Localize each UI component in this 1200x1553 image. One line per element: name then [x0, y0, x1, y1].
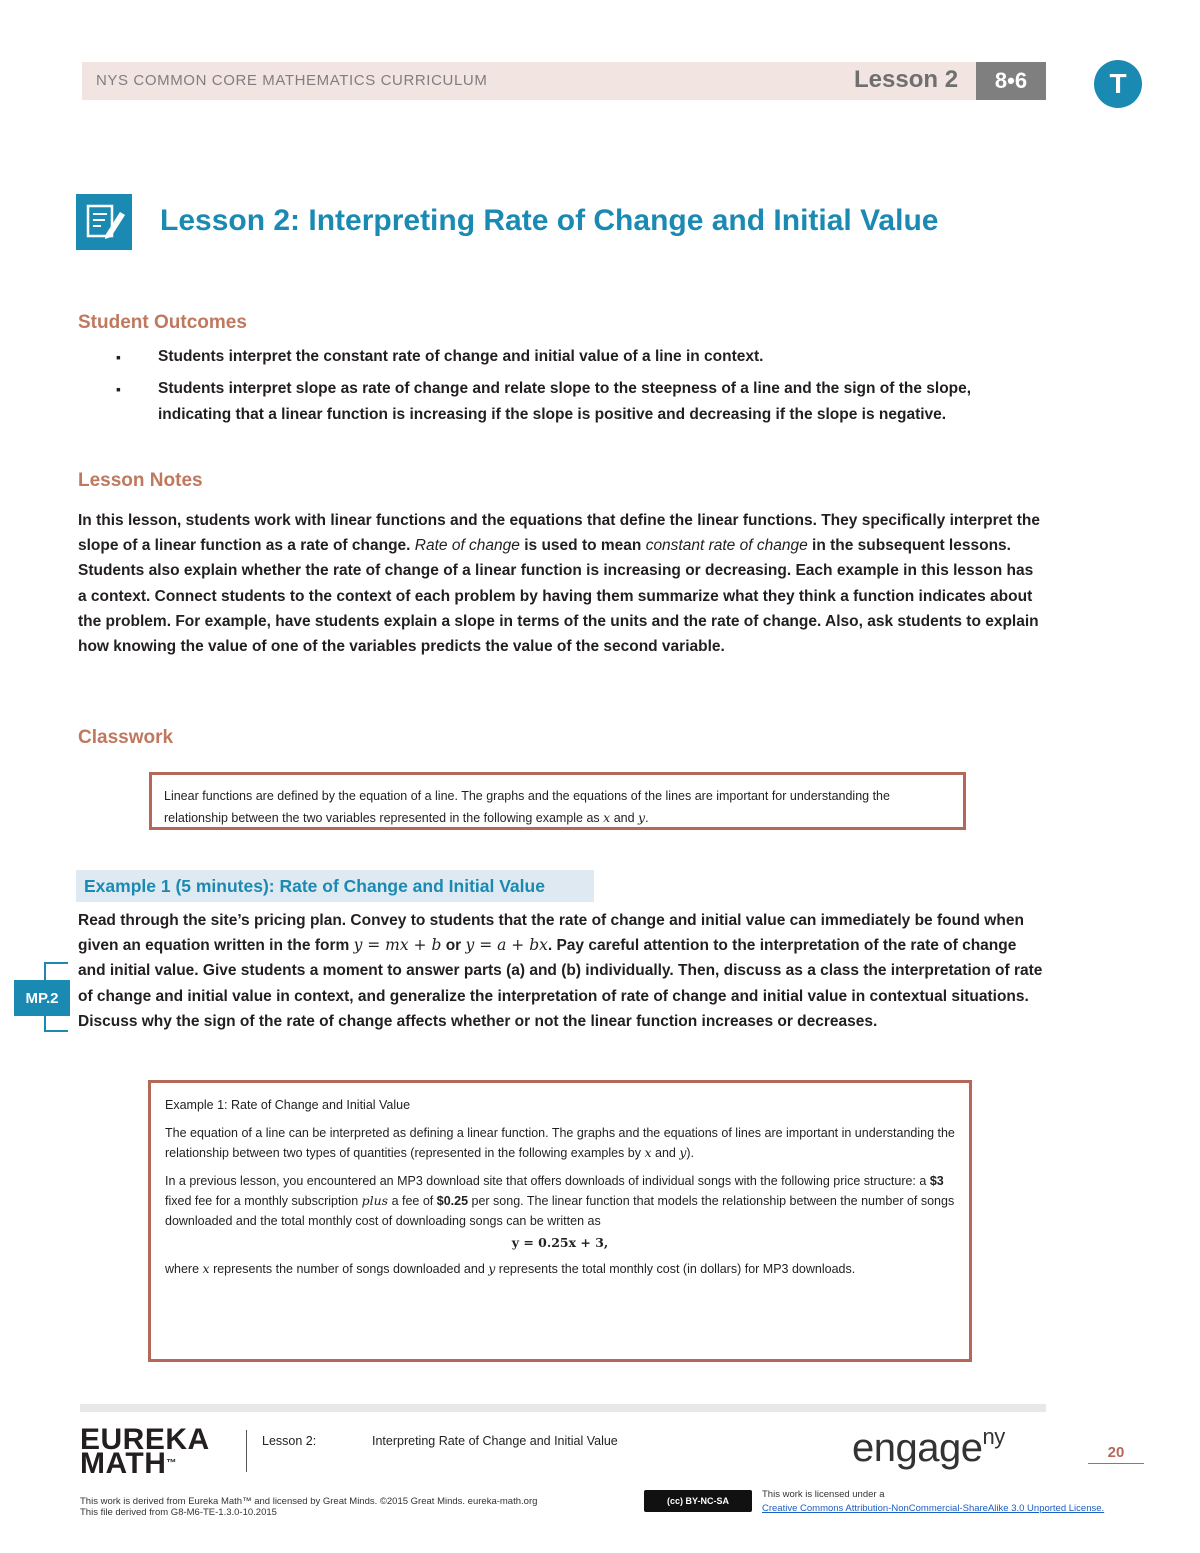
header-lesson: Lesson 2	[854, 66, 959, 93]
outcomes-list	[116, 344, 1046, 434]
credit-line-1: This work is derived from Eureka Math™ and licensed by Great Minds. ©2015 Great Minds. eureka-math.org	[80, 1496, 538, 1507]
mp-bracket-bottom	[44, 1030, 68, 1032]
mp-bracket-top	[44, 962, 68, 964]
example-1-teacher-notes: Read through the site’s pricing plan. Convey to students that the rate of change and initial value can immediately be found when given an equation written in the form y = mx + b or y = a + bx. Pay careful attention to the interpretation of the rate of change and initial value. Give students a moment to answer parts (a) and (b) individually. Then, discuss as a class the interpretation of rate of change and initial value in context, and generalize the interpretation of rate of change and initial value in contextual situations. Discuss why the sign of the rate of change affects whether or not the linear function increases or decreases.	[78, 912, 1043, 1030]
notepad-pencil-icon	[76, 194, 132, 250]
example-1-box	[148, 1080, 972, 1362]
example-box-paragraph-1: The equation of a line can be interpreted as defining a linear function. The graphs and the equations of lines are important in understanding the relationship between two types of quantities (represented in the following examples by x and y).	[165, 1126, 955, 1160]
footer-lesson: Lesson 2:	[262, 1434, 317, 1448]
license-link[interactable]: Creative Commons Attribution-NonCommercial-ShareAlike 3.0 Unported License.	[762, 1503, 1105, 1514]
lesson-title: Lesson 2: Interpreting Rate of Change and Initial Value	[160, 204, 939, 237]
teacher-badge: T	[1094, 60, 1142, 108]
example-box-paragraph-3: where x represents the number of songs downloaded and y represents the total monthly cost (in dollars) for MP3 downloads.	[165, 1261, 856, 1276]
example-box-equation: y = 0.25x + 3,	[511, 1235, 609, 1250]
example-box-title: Example 1: Rate of Change and Initial Value	[165, 1098, 411, 1112]
example-1-heading: Example 1 (5 minutes): Rate of Change and Initial Value	[76, 870, 594, 902]
grade-badge: 8•6	[976, 62, 1046, 100]
lesson-notes-text: In this lesson, students work with linear functions and the equations that define the linear functions. They specifically interpret the slope of a linear function as a rate of change. Rate of change is used to mean constant rate of change in the subsequent lessons. Students also explain whether the rate of change of a linear function is increasing or decreasing. Each example in this lesson has a context. Connect students to the context of each problem by having them summarize what they think a function indicates about the problem. For example, have students explain a slope in terms of the units and the rate of change. Also, ask students to explain how knowing the value of one of the variables predicts the value of the second variable.	[78, 512, 1041, 656]
credit-line-2: This file derived from G8-M6-TE-1.3.0-10.2015	[80, 1507, 277, 1518]
curriculum-title: NYS COMMON CORE MATHEMATICS CURRICULUM	[96, 72, 488, 89]
example-box-paragraph-2: In a previous lesson, you encountered an MP3 download site that offers downloads of individual songs with the following price structure: a $3 fixed fee for a monthly subscription plus a fee of $0.25 per song. The linear function that models the relationship between the number of songs downloaded and the total monthly cost of downloading songs can be written as	[165, 1174, 955, 1228]
outcome-item: ▪ Students interpret slope as rate of change and relate slope to the steepness of a line and the sign of the slope, indicating that a linear function is increasing if the slope is positive and decreasing if the slope is negative.	[116, 376, 1046, 428]
cc-license-badge[interactable]: (cc) BY-NC-SA	[644, 1490, 752, 1512]
footer-rule	[80, 1404, 1046, 1412]
outcome-item: ▪ Students interpret the constant rate of change and initial value of a line in context.	[116, 344, 1046, 370]
classwork-heading: Classwork	[78, 727, 174, 748]
eureka-math-logo: EUREKA MATH™	[80, 1423, 210, 1480]
footer-divider	[246, 1430, 247, 1472]
classwork-intro-box: Linear functions are defined by the equation of a line. The graphs and the equations of the lines are important for understanding the relationship between the two variables represented in the following example as x and y.	[149, 772, 966, 830]
page-number: 20	[1088, 1444, 1144, 1464]
engage-ny-logo: engage$^{ny}$	[852, 1424, 1005, 1470]
license-intro: This work is licensed under a	[762, 1489, 885, 1500]
footer-lesson-title: Interpreting Rate of Change and Initial Value	[372, 1434, 618, 1448]
mp-2-badge: MP.2	[14, 980, 70, 1016]
student-outcomes-heading: Student Outcomes	[78, 312, 247, 333]
lesson-notes-heading: Lesson Notes	[78, 470, 203, 491]
